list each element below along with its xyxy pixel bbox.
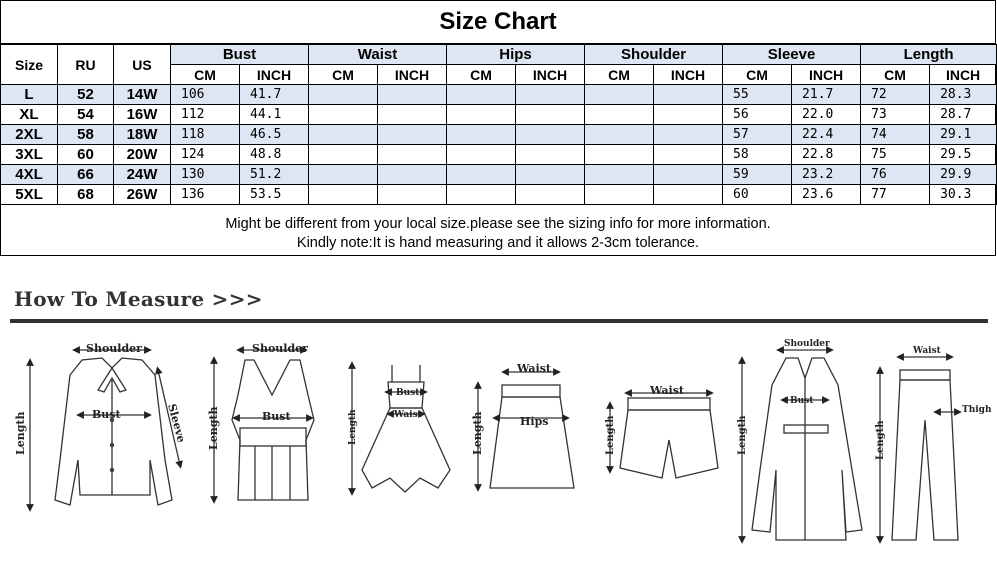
us-cell: 20W [114, 145, 171, 165]
empty-cell [447, 125, 516, 145]
header-us: US [114, 45, 171, 85]
label-waist: Waist [913, 346, 941, 356]
sleeve-cm-cell: 55 [723, 85, 792, 105]
bust-inch-cell: 44.1 [240, 105, 309, 125]
header-bust: Bust [171, 45, 309, 65]
table-row [1, 105, 997, 125]
ru-cell: 68 [58, 185, 114, 205]
label-waist: Waist [394, 410, 422, 420]
empty-cell [654, 125, 723, 145]
empty-cell [654, 85, 723, 105]
coat-diagram [742, 350, 862, 540]
empty-cell [378, 85, 447, 105]
empty-cell [516, 85, 585, 105]
us-cell: 18W [114, 125, 171, 145]
label-thigh: Thigh [962, 405, 992, 415]
us-cell: 26W [114, 185, 171, 205]
empty-cell [654, 165, 723, 185]
empty-cell [378, 125, 447, 145]
empty-cell [309, 185, 378, 205]
sleeve-inch-cell: 23.6 [792, 185, 861, 205]
label-shoulder: Shoulder [784, 339, 830, 349]
bust-inch-cell: 46.5 [240, 125, 309, 145]
note-line: Kindly note:It is hand measuring and it allows 2-3cm tolerance. [296, 235, 700, 251]
sleeve-inch-cell: 22.8 [792, 145, 861, 165]
length-cm-cell: 76 [861, 165, 930, 185]
empty-cell [585, 145, 654, 165]
length-inch-cell: 30.3 [930, 185, 997, 205]
unit-inch: INCH [240, 65, 309, 85]
ru-cell: 54 [58, 105, 114, 125]
empty-cell [447, 165, 516, 185]
label-length: Length [14, 411, 27, 455]
vest-diagram [214, 350, 314, 500]
unit-inch: INCH [792, 65, 861, 85]
empty-cell [309, 145, 378, 165]
label-hips: Hips [520, 415, 549, 428]
ru-cell: 60 [58, 145, 114, 165]
empty-cell [447, 105, 516, 125]
bust-cm-cell: 112 [171, 105, 240, 125]
empty-cell [654, 145, 723, 165]
label-shoulder: Shoulder [252, 342, 308, 355]
size-cell: XL [1, 105, 58, 125]
header-hips: Hips [447, 45, 585, 65]
length-inch-cell: 29.9 [930, 165, 997, 185]
length-inch-cell: 29.5 [930, 145, 997, 165]
header-shoulder: Shoulder [585, 45, 723, 65]
label-sleeve: Sleeve [165, 402, 188, 444]
label-length: Length [875, 420, 886, 460]
pants-diagram [880, 357, 958, 540]
empty-cell [378, 165, 447, 185]
label-length: Length [605, 415, 616, 455]
label-bust: Bust [262, 410, 291, 423]
empty-cell [378, 185, 447, 205]
ru-cell: 66 [58, 165, 114, 185]
empty-cell [309, 125, 378, 145]
table-row [1, 145, 997, 165]
label-waist: Waist [517, 362, 551, 375]
unit-inch: INCH [516, 65, 585, 85]
bust-cm-cell: 106 [171, 85, 240, 105]
us-cell: 24W [114, 165, 171, 185]
table-row [1, 165, 997, 185]
length-cm-cell: 74 [861, 125, 930, 145]
unit-cm: CM [585, 65, 654, 85]
length-inch-cell: 29.1 [930, 125, 997, 145]
dress-diagram [352, 365, 450, 492]
bust-cm-cell: 118 [171, 125, 240, 145]
length-cm-cell: 72 [861, 85, 930, 105]
sleeve-inch-cell: 23.2 [792, 165, 861, 185]
header-size: Size [1, 45, 58, 85]
sleeve-inch-cell: 22.0 [792, 105, 861, 125]
sleeve-cm-cell: 58 [723, 145, 792, 165]
label-length: Length [207, 406, 220, 450]
size-cell: 5XL [1, 185, 58, 205]
label-shoulder: Shoulder [86, 342, 142, 355]
unit-cm: CM [171, 65, 240, 85]
empty-cell [309, 105, 378, 125]
sleeve-cm-cell: 60 [723, 185, 792, 205]
table-row [1, 85, 997, 105]
length-cm-cell: 73 [861, 105, 930, 125]
empty-cell [516, 125, 585, 145]
empty-cell [447, 185, 516, 205]
unit-cm: CM [309, 65, 378, 85]
sleeve-cm-cell: 56 [723, 105, 792, 125]
length-cm-cell: 75 [861, 145, 930, 165]
size-cell: 4XL [1, 165, 58, 185]
size-cell: 2XL [1, 125, 58, 145]
how-to-measure-diagrams [0, 257, 997, 576]
sleeve-cm-cell: 59 [723, 165, 792, 185]
empty-cell [378, 145, 447, 165]
unit-cm: CM [723, 65, 792, 85]
skirt-diagram [478, 372, 574, 488]
unit-inch: INCH [654, 65, 723, 85]
ru-cell: 52 [58, 85, 114, 105]
table-row [1, 125, 997, 145]
us-cell: 14W [114, 85, 171, 105]
size-table [0, 44, 997, 205]
unit-cm: CM [861, 65, 930, 85]
label-bust: Bust [396, 388, 420, 398]
empty-cell [447, 85, 516, 105]
us-cell: 16W [114, 105, 171, 125]
empty-cell [585, 185, 654, 205]
bust-cm-cell: 124 [171, 145, 240, 165]
label-length: Length [471, 411, 484, 455]
header-waist: Waist [309, 45, 447, 65]
empty-cell [447, 145, 516, 165]
how-to-measure-title: How To Measure >>> [14, 287, 263, 311]
bust-inch-cell: 48.8 [240, 145, 309, 165]
table-row [1, 185, 997, 205]
chart-title: Size Chart [1, 1, 995, 44]
empty-cell [516, 145, 585, 165]
empty-cell [585, 165, 654, 185]
unit-cm: CM [447, 65, 516, 85]
header-length: Length [861, 45, 997, 65]
empty-cell [654, 185, 723, 205]
empty-cell [585, 85, 654, 105]
empty-cell [516, 165, 585, 185]
label-length: Length [737, 415, 748, 455]
ru-cell: 58 [58, 125, 114, 145]
sleeve-inch-cell: 21.7 [792, 85, 861, 105]
shorts-diagram [610, 393, 718, 478]
label-waist: Waist [650, 384, 684, 397]
label-bust: Bust [790, 396, 814, 406]
empty-cell [309, 85, 378, 105]
empty-cell [585, 105, 654, 125]
label-bust: Bust [92, 408, 121, 421]
shirt-diagram [30, 350, 180, 508]
empty-cell [516, 185, 585, 205]
empty-cell [654, 105, 723, 125]
label-length: Length [348, 409, 358, 445]
header-ru: RU [58, 45, 114, 85]
bust-inch-cell: 51.2 [240, 165, 309, 185]
size-cell: L [1, 85, 58, 105]
bust-inch-cell: 41.7 [240, 85, 309, 105]
length-inch-cell: 28.7 [930, 105, 997, 125]
note-line: Might be different from your local size.please see the sizing info for more information. [225, 216, 771, 232]
bust-cm-cell: 130 [171, 165, 240, 185]
bust-cm-cell: 136 [171, 185, 240, 205]
empty-cell [516, 105, 585, 125]
sleeve-inch-cell: 22.4 [792, 125, 861, 145]
size-cell: 3XL [1, 145, 58, 165]
header-sleeve: Sleeve [723, 45, 861, 65]
size-notes [1, 205, 995, 253]
bust-inch-cell: 53.5 [240, 185, 309, 205]
empty-cell [585, 125, 654, 145]
unit-inch: INCH [378, 65, 447, 85]
length-cm-cell: 77 [861, 185, 930, 205]
empty-cell [378, 105, 447, 125]
length-inch-cell: 28.3 [930, 85, 997, 105]
sleeve-cm-cell: 57 [723, 125, 792, 145]
size-chart [0, 0, 996, 256]
unit-inch: INCH [930, 65, 997, 85]
empty-cell [309, 165, 378, 185]
